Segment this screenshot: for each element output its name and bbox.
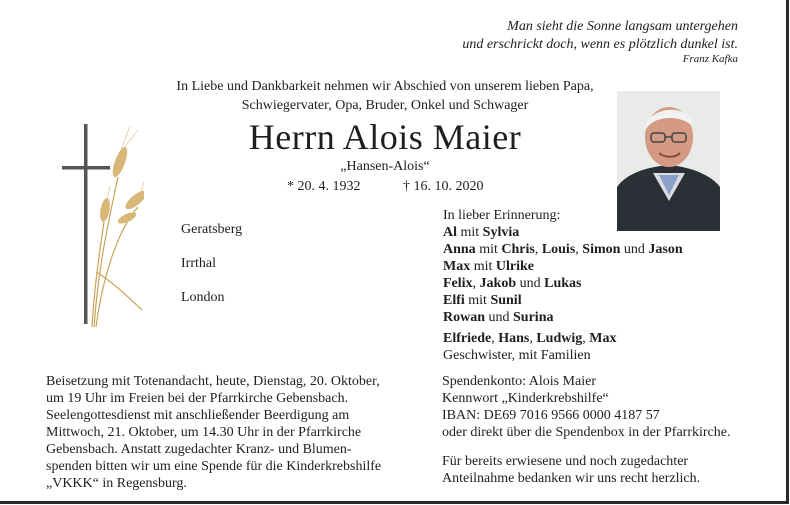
death-date: † 16. 10. 2020 — [403, 179, 484, 194]
funeral-details: Beisetzung mit Totenandacht, heute, Dienstag, 20. Oktober, um 19 Uhr im Freien bei der Pfarrkirche Gebensbach. Seelengottesdienst mit anschließender Beerdigung am Mittwoch, 21. Oktober, um 14.30 Uhr in der Pfarrkirche Gebensbach. Anstatt zugedachter Kranz- und Blumen- spenden bitten wir um eine Spende für die Kinderkrebshilfe „VKKK“ in Regensburg. — [46, 374, 382, 491]
wheat-awns-icon — [107, 126, 144, 200]
quote-line-1: Man sieht die Sonne langsam untergehen — [507, 19, 738, 34]
cross-vertical-beam — [84, 124, 88, 324]
deceased-name: Herrn Alois Maier — [248, 117, 522, 157]
mourners-heading: In lieber Erinnerung: — [443, 208, 561, 223]
quote-line-2: und erschrickt doch, wenn es plötzlich dunkel ist. — [462, 37, 738, 52]
cross-wheat-decoration — [58, 122, 144, 340]
place-london: London — [181, 290, 225, 305]
kafka-quote — [462, 18, 738, 54]
quote-author: Franz Kafka — [682, 53, 738, 65]
mourner-line: Al mit Sylvia — [443, 225, 520, 240]
mourner-line: Max mit Ulrike — [443, 259, 534, 274]
intro-line-2: Schwiegervater, Opa, Bruder, Onkel und Schwager — [241, 97, 529, 113]
intro-line-1: In Liebe und Dankbarkeit nehmen wir Abschied von unserem lieben Papa, — [176, 79, 594, 94]
mourner-line: Elfi mit Sunil — [443, 293, 522, 308]
cross-horizontal-beam — [62, 166, 110, 170]
deceased-nickname: „Hansen-Alois“ — [340, 159, 430, 174]
mourner-line: Anna mit Chris, Louis, Simon und Jason — [443, 242, 683, 257]
thanks-text: Für bereits erwiesene und noch zugedachter Anteilnahme bedanken wir uns recht herzlich. — [442, 454, 701, 486]
siblings-note: Geschwister, mit Familien — [443, 348, 591, 363]
siblings-line: Elfriede, Hans, Ludwig, Max — [443, 331, 617, 346]
place-geratsberg: Geratsberg — [181, 222, 243, 237]
wheat-ears-icon — [98, 145, 144, 226]
mourners-list — [443, 207, 683, 364]
birth-date: * 20. 4. 1932 — [287, 179, 361, 194]
mourner-line: Rowan und Surina — [443, 310, 554, 325]
donation-details: Spendenkonto: Alois Maier Kennwort „Kinderkrebshilfe“ IBAN: DE69 7016 9566 0000 4187 57 oder direkt über die Spendenbox in der Pfarrkirche. — [442, 374, 731, 440]
place-irrthal: Irrthal — [181, 256, 216, 271]
mourner-line: Felix, Jakob und Lukas — [443, 276, 582, 291]
